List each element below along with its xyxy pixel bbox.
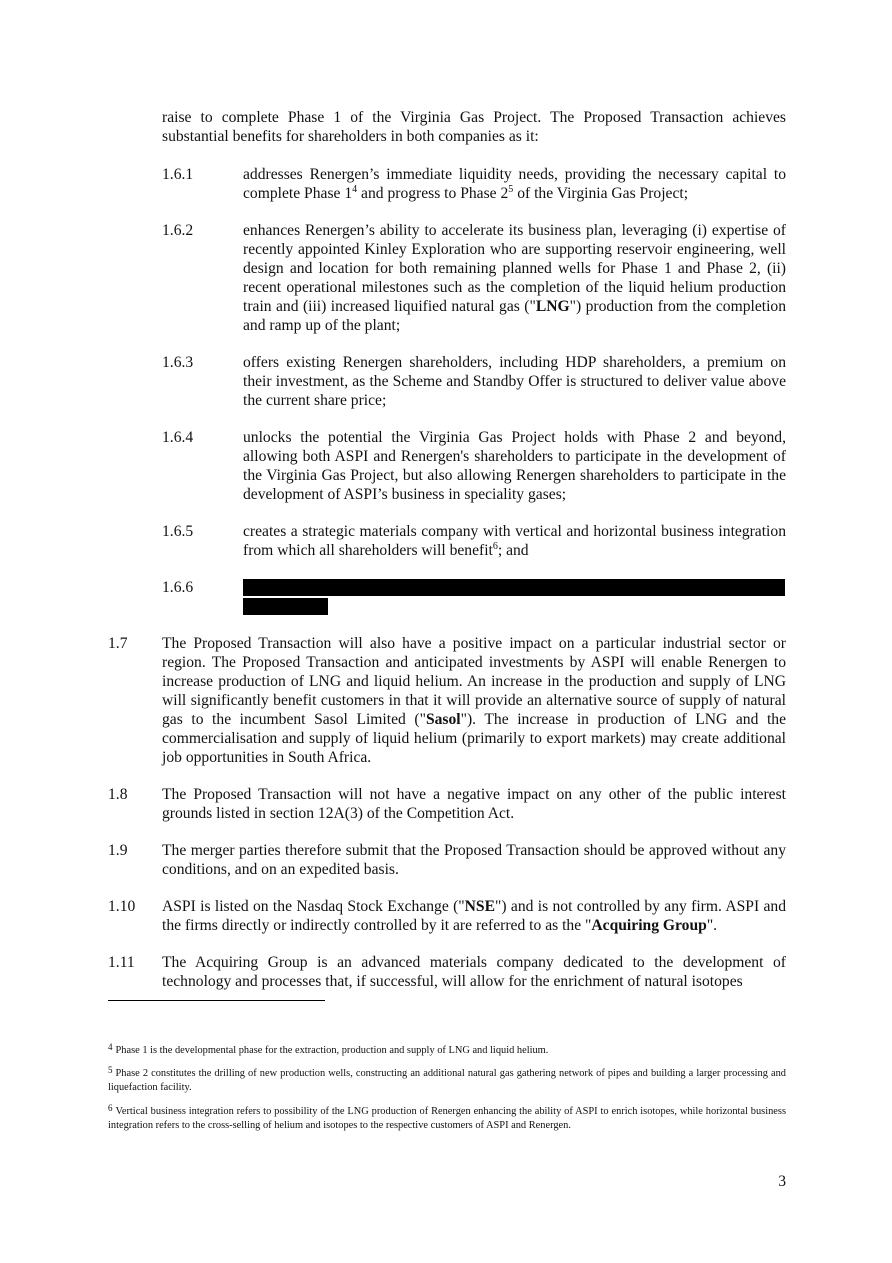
footnote-ref[interactable]: 5 <box>508 183 514 195</box>
clause-text: creates a strategic materials company with vertical and horizontal business integration from which all shareholders will benefit$^6$; and <box>243 523 786 559</box>
footnote-text: Phase 2 constitutes the drilling of new production wells, constructing an additional natural gas gathering network of pipes and building a larger processing and liquefaction facility. <box>108 1068 786 1093</box>
footnote-mark: 5 <box>108 1065 113 1075</box>
paragraph-text: The Acquiring Group is an advanced materials company dedicated to the development of technology and processes that, if successful, will allow for the enrichment of natural isotopes <box>162 954 786 990</box>
paragraph-number: 1.9 <box>108 842 128 859</box>
paragraph-text: The merger parties therefore submit that the Proposed Transaction should be approved without any conditions, and on an expedited basis. <box>162 842 786 878</box>
paragraph-text: The Proposed Transaction will also have a positive impact on a particular industrial sector or region. The Proposed Transaction and anticipated investments by ASPI will enable Renergen to increase production of LNG and liquid helium. An increase in the production and supply of LNG will significantly benefit customers in that it will provide an alternative source of supply of natural gas to the incumbent Sasol Limited ("Sasol"). The increase in production of LNG and the commercialisation and supply of liquid helium (primarily to export markets) may create additional job opportunities in South Africa. <box>162 635 786 766</box>
footnote-6 <box>108 1101 786 1133</box>
paragraph-1-9 <box>108 841 786 879</box>
paragraph-number: 1.10 <box>108 898 136 915</box>
footnote-text: Phase 1 is the developmental phase for the extraction, production and supply of LNG and liquid helium. <box>115 1045 549 1056</box>
clause-number: 1.6.3 <box>162 354 194 371</box>
paragraph-1-10 <box>108 897 786 935</box>
footnote-mark: 6 <box>108 1103 113 1113</box>
clause-number: 1.6.4 <box>162 429 194 446</box>
redaction-bar <box>243 579 785 596</box>
footnote-text: Vertical business integration refers to possibility of the LNG production of Renergen enhancing the ability of ASPI to enrich isotopes, while horizontal business integration refers to the cross-selling of helium and isotopes to the respective customers of ASPI and Renergen. <box>108 1106 786 1131</box>
paragraph-number: 1.8 <box>108 786 128 803</box>
paragraph-text: The Proposed Transaction will not have a negative impact on any other of the public interest grounds listed in section 12A(3) of the Competition Act. <box>162 786 786 822</box>
paragraph-number: 1.11 <box>108 954 135 971</box>
redaction-bar <box>243 598 328 615</box>
clause-number: 1.6.1 <box>162 166 194 183</box>
paragraph-text: ASPI is listed on the Nasdaq Stock Exchange ("NSE") and is not controlled by any firm. ASPI and the firms directly or indirectly controlled by it are referred to as the "Acquiring Group". <box>162 898 787 934</box>
clause-number: 1.6.2 <box>162 222 194 239</box>
clause-text: unlocks the potential the Virginia Gas Project holds with Phase 2 and beyond, allowing both ASPI and Renergen's shareholders to participate in the development of the Virginia Gas Project, but also allowing Renergen shareholders to participate in the development of ASPI’s business in speciality gases; <box>243 429 786 503</box>
footnote-5 <box>108 1063 786 1095</box>
clause-text: addresses Renergen’s immediate liquidity needs, providing the necessary capital to complete Phase $1^4$ and progress to Phase $2^5$ of the Virginia Gas Project; <box>243 166 786 202</box>
intro-paragraph: raise to complete Phase 1 of the Virginia Gas Project. The Proposed Transaction achieves substantial benefits for shareholders in both companies as it: <box>162 109 786 145</box>
clause-text: offers existing Renergen shareholders, including HDP shareholders, a premium on their investment, as the Scheme and Standby Offer is structured to deliver value above the current share price; <box>243 354 786 409</box>
clause-1-6-2 <box>162 221 786 335</box>
clause-number: 1.6.6 <box>162 579 194 596</box>
paragraph-1-8 <box>108 785 786 823</box>
footnote-mark: 4 <box>108 1042 113 1052</box>
paragraph-number: 1.7 <box>108 635 128 652</box>
clause-number: 1.6.5 <box>162 523 194 540</box>
clause-1-6-5 <box>162 522 786 560</box>
footnote-ref[interactable]: 4 <box>352 183 358 195</box>
paragraph-1-7 <box>108 634 786 767</box>
footnote-4 <box>108 1040 786 1058</box>
clause-1-6-3 <box>162 353 786 410</box>
clause-1-6-4 <box>162 428 786 504</box>
footnote-separator <box>108 1000 325 1001</box>
clause-text: enhances Renergen’s ability to accelerate its business plan, leveraging (i) expertise of recently appointed Kinley Exploration who are supporting reservoir engineering, well design and location for both remaining planned wells for Phase 1 and Phase 2, (ii) recent operational milestones such as the completion of the liquid helium production train and (iii) increased liquified natural gas ("LNG") production from the completion and ramp up of the plant; <box>243 222 787 334</box>
clause-1-6-1 <box>162 165 786 203</box>
footnote-ref[interactable]: 6 <box>492 540 498 552</box>
paragraph-1-11 <box>108 953 786 991</box>
page-number: 3 <box>778 1173 786 1190</box>
